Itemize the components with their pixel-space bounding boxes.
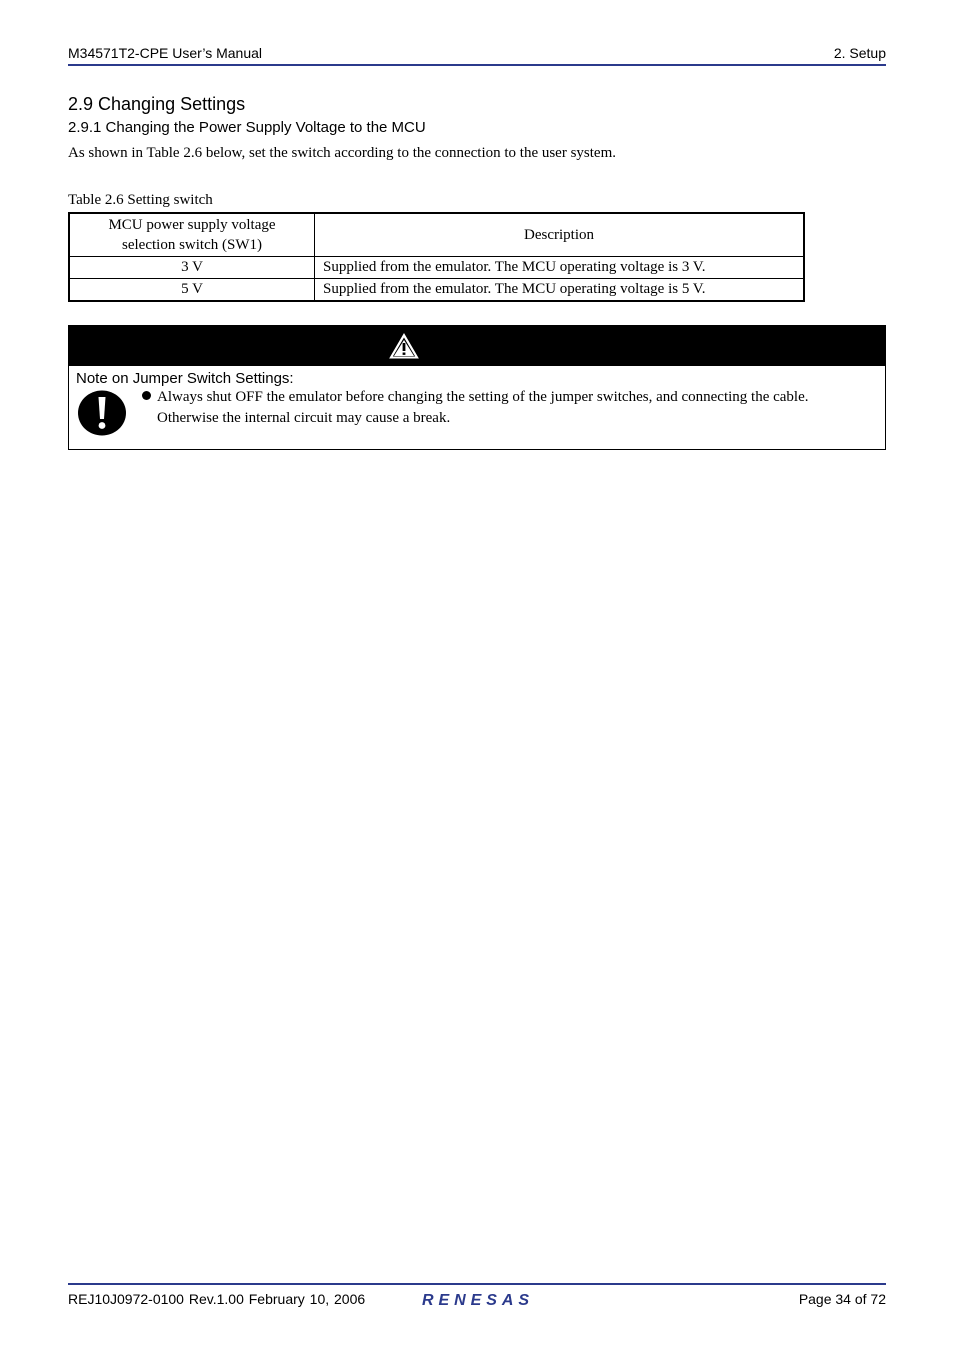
- header-switch-line1: MCU power supply voltage: [108, 217, 276, 233]
- footer-divider: [68, 1283, 886, 1285]
- cell-description: Supplied from the emulator. The MCU operating voltage is 3 V.: [315, 257, 805, 279]
- header-divider: [68, 64, 886, 66]
- renesas-logo-icon: [420, 1290, 534, 1308]
- bullet-icon: [142, 391, 151, 400]
- running-header-chapter: 2. Setup: [833, 45, 886, 61]
- note-line2: Otherwise the internal circuit may cause a break.: [157, 410, 451, 426]
- caution-header-bar: [69, 326, 885, 366]
- header-description: Description: [315, 213, 805, 257]
- note-bullet-line: [142, 387, 878, 408]
- footer-page-number: Page 34 of 72: [798, 1291, 886, 1307]
- table-row: [69, 257, 804, 279]
- exclamation-circle-icon: [77, 390, 127, 436]
- cell-description: Supplied from the emulator. The MCU operating voltage is 5 V.: [315, 279, 805, 302]
- footer-doc-info: REJ10J0972-0100 Rev.1.00 February 10, 2006: [68, 1291, 366, 1307]
- running-header-title: M34571T2-CPE User’s Manual: [68, 45, 263, 61]
- note-line1: Always shut OFF the emulator before changing the setting of the jumper switches, and connecting the cable.: [157, 389, 809, 405]
- table-caption: Table 2.6 Setting switch: [68, 192, 213, 208]
- note-body: [142, 387, 878, 429]
- intro-paragraph: As shown in Table 2.6 below, set the switch according to the connection to the user system.: [68, 145, 617, 161]
- setting-switch-table: [68, 212, 805, 302]
- cell-switch: 5 V: [69, 279, 315, 302]
- cell-switch: 3 V: [69, 257, 315, 279]
- note-title: Note on Jumper Switch Settings:: [76, 370, 294, 387]
- table-header-row: [69, 213, 804, 257]
- warning-triangle-icon: [388, 332, 420, 360]
- table-row: [69, 279, 804, 302]
- subsection-title: 2.9.1 Changing the Power Supply Voltage to the MCU: [68, 119, 426, 136]
- header-switch-line2: selection switch (SW1): [122, 237, 262, 253]
- svg-text:RENESAS: RENESAS: [422, 1292, 530, 1308]
- caution-box: [68, 325, 886, 450]
- header-switch: [69, 213, 315, 257]
- section-title: 2.9 Changing Settings: [68, 94, 246, 114]
